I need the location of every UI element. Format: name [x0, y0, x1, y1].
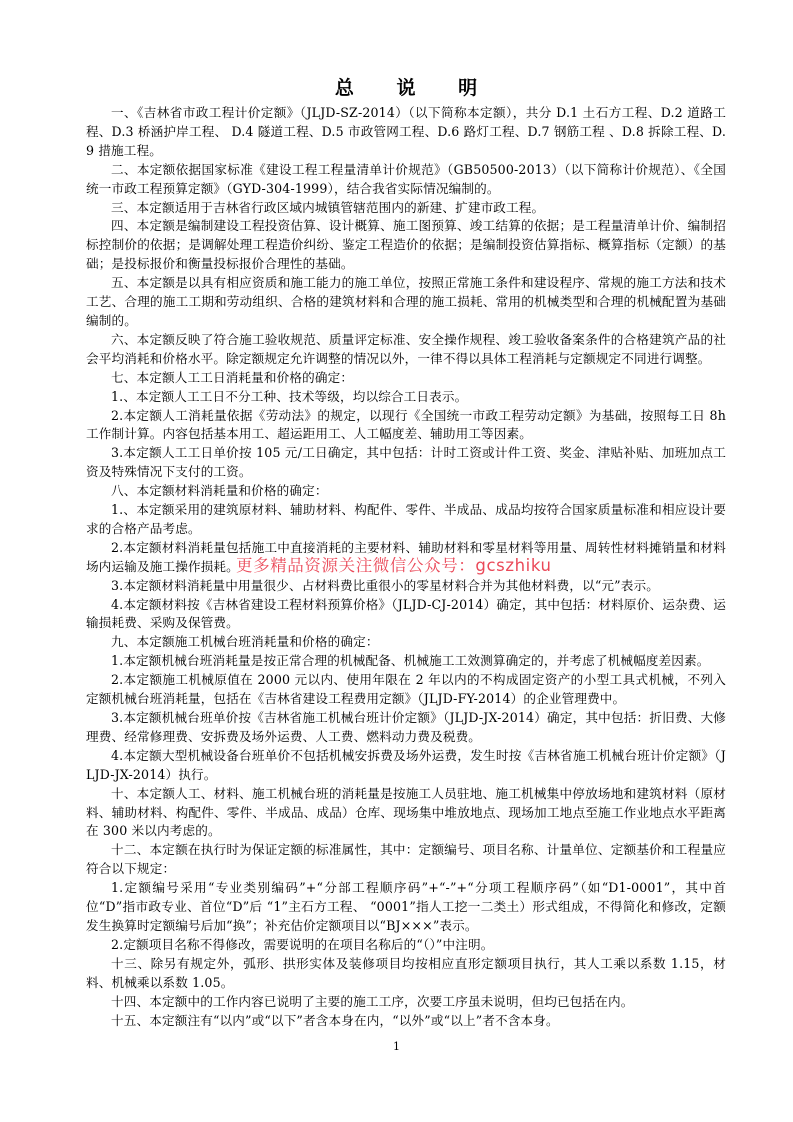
- paragraph: 六、本定额反映了符合施工验收规范、质量评定标准、安全操作规程、竣工验收备案条件的合格建筑产品的社会平均消耗和价格水平。除定额规定允许调整的情况以外，一律不得以具体工程消耗与定额规定不同进行调整。: [86, 331, 726, 366]
- paragraph: 四、本定额是编制建设工程投资估算、设计概算、施工图预算、竣工结算的依据；是工程量清单计价、编制招标控制价的依据；是调解处理工程造价纠纷、鉴定工程造价的依据；是编制投资估算指标、概算指标（定额）的基础；是投标报价和衡量投标报价合理性的基础。: [86, 218, 726, 272]
- paragraph: 十四、本定额中的工作内容已说明了主要的施工工序，次要工序虽未说明，但均已包括在内。: [111, 993, 634, 1009]
- paragraph: 十三、除另有规定外，弧形、拱形实体及装修项目均按相应直形定额项目执行，其人工乘以系数 1.15，材料、机械乘以系数 1.05。: [86, 955, 726, 990]
- paragraph: 4.本定额材料按《吉林省建设工程材料预算价格》（JLJD-CJ-2014）确定，其中包括：材料原价、运杂费、运输损耗费、采购及保管费。: [86, 596, 726, 631]
- paragraph: 4.本定额大型机械设备台班单价不包括机械安拆费及场外运费，发生时按《吉林省施工机械台班计价定额》（JLJD-JX-2014）执行。: [86, 747, 726, 782]
- paragraph: 三、本定额适用于吉林省行政区域内城镇管辖范围内的新建、扩建市政工程。: [111, 199, 545, 215]
- paragraph: 十、本定额人工、材料、施工机械台班的消耗量是按施工人员驻地、施工机械集中停放场地和建筑材料（原材料、辅助材料、构配件、零件、半成品、成品）仓库、现场集中堆放地点、现场加工地点至施工作业地点水平距离在 300 米以内考虑的。: [86, 785, 726, 839]
- paragraph: 1.、本定额采用的建筑原材料、辅助材料、构配件、零件、半成品、成品均按符合国家质量标准和相应设计要求的合格产品考虑。: [86, 502, 726, 536]
- paragraph: 一、《吉林省市政工程计价定额》（JLJD-SZ-2014）（以下简称本定额），共分 D.1 土石方工程、D.2 道路工程、D.3 桥涵护岸工程、 D.4 隧道工程、D.5 市政管网工程、D.6 路灯工程、D.7 钢筋工程 、D.8 拆除工程、D.9 措施工程。: [86, 105, 726, 158]
- paragraph: 九、本定额施工机械台班消耗量和价格的确定：: [111, 634, 379, 650]
- paragraph: 八、本定额材料消耗量和价格的确定：: [111, 483, 328, 499]
- paragraph: 1.、本定额人工工日不分工种、技术等级，均以综合工日表示。: [111, 388, 468, 404]
- paragraph: 2.本定额施工机械原值在 2000 元以内、使用年限在 2 年以内的不构成固定资产的小型工具式机械，不列入定额机械台班消耗量，包括在《吉林省建设工程费用定额》（JLJD-FY-2014）的企业管理费中。: [86, 672, 726, 707]
- paragraph: 二、本定额依据国家标准《建设工程工程量清单计价规范》（GB50500-2013）（以下简称计价规范）、《全国统一市政工程预算定额》（GYD-304-1999），结合我省实际情况编制的。: [86, 161, 726, 196]
- paragraph: 五、本定额是以具有相应资质和施工能力的施工单位，按照正常施工条件和建设程序、常规的施工方法和技术工艺、合理的施工工期和劳动组织、合格的建筑材料和合理的施工损耗、常用的机械类型和合理的机械配置为基础编制的。: [86, 275, 726, 328]
- paragraph: 3.本定额机械台班单价按《吉林省施工机械台班计价定额》（JLJD-JX-2014）确定，其中包括：折旧费、大修理费、经常修理费、安拆费及场外运费、人工费、燃料动力费及税费。: [86, 710, 726, 744]
- document-title: 总 说 明: [334, 77, 496, 99]
- paragraph: 1.定额编号采用“专业类别编码”+“分部工程顺序码”+“-”+“分项工程顺序码”（如“D1-0001”，其中首位“D”指市政专业、首位“D”后 “1”主石方工程、 “0001”指人工挖一二类土）形式组成，不得简化和修改，定额发生换算时定额编号后加“换”；补充估价定额项目以“BJ×××”表示。: [86, 880, 726, 933]
- paragraph: 1.本定额机械台班消耗量是按正常合理的机械配备、机械施工工效测算确定的，并考虑了机械幅度差因素。: [111, 653, 710, 669]
- watermark-text: 更多精品资源关注微信公众号：gcszhiku: [236, 556, 552, 575]
- paragraph: 2.定额项目名称不得修改，需要说明的在项目名称后的“（）”中注明。: [111, 936, 494, 952]
- paragraph: 2.本定额人工消耗量依据《劳动法》的规定，以现行《全国统一市政工程劳动定额》为基础，按照每工日 8h 工作制计算。内容包括基本用工、超运距用工、人工幅度差、辅助用工等因素。: [86, 407, 726, 442]
- paragraph: 七、本定额人工工日消耗量和价格的确定：: [111, 369, 354, 385]
- paragraph: 2.本定额材料消耗量包括施工中直接消耗的主要材料、辅助材料和零星材料等用量、周转性材料摊销量和材料场内运输及施工操作损耗。: [86, 539, 726, 574]
- paragraph: 3.本定额人工工日单价按 105 元/工日确定，其中包括：计时工资或计件工资、奖金、津贴补贴、加班加点工资及特殊情况下支付的工资。: [86, 445, 726, 480]
- page-number: 1: [393, 1040, 400, 1053]
- paragraph: 十五、本定额注有“以内”或“以下”者含本身在内，“以外”或“以上”者不含本身。: [111, 1012, 559, 1028]
- paragraph: 十二、本定额在执行时为保证定额的标准属性，其中：定额编号、项目名称、计量单位、定额基价和工程量应符合以下规定：: [86, 842, 726, 877]
- paragraph: 3.本定额材料消耗量中用量很少、占材料费比重很小的零星材料合并为其他材料费，以“元”表示。: [111, 577, 659, 593]
